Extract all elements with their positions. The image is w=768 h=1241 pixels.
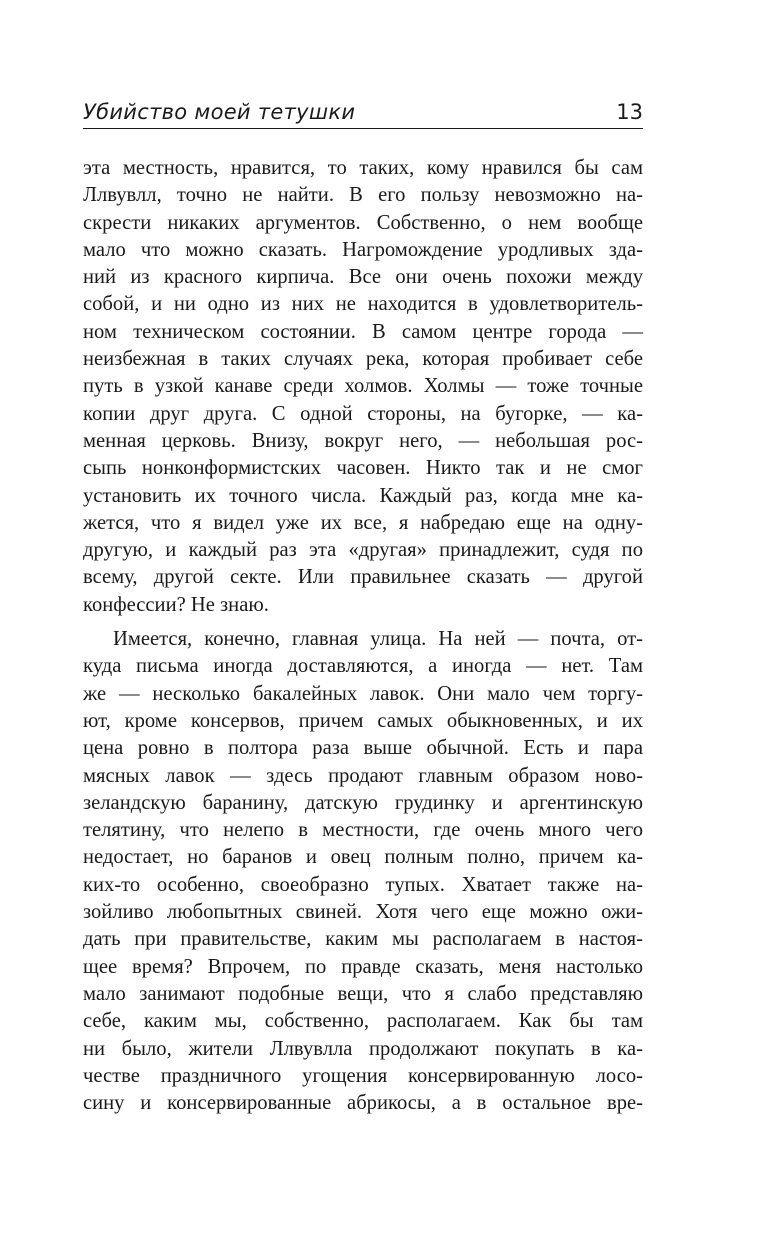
text-line: ких-то особенно, своеобразно тупых. Хватает также на- — [83, 873, 643, 896]
text-line: другую, и каждый раз эта «другая» принадлежит, судя по — [83, 539, 643, 562]
text-line: мало что можно сказать. Нагромождение уродливых зда- — [83, 238, 643, 261]
text-line: ют, кроме консервов, причем самых обыкновенных, и их — [83, 709, 643, 732]
paragraph-1 — [83, 155, 643, 619]
body-text — [83, 155, 643, 1117]
text-line: телятину, что нелепо в местности, где очень много чего — [83, 819, 643, 842]
text-line: всему, другой секте. Или правильнее сказать — другой — [83, 566, 643, 589]
paragraph-gap — [83, 619, 643, 626]
text-line: же — несколько бакалейных лавок. Они мало чем торгу- — [83, 682, 643, 705]
text-line: Ллвувлл, точно не найти. В его пользу невозможно на- — [83, 184, 643, 207]
text-line: скрести никаких аргументов. Собственно, о нем вообще — [83, 211, 643, 234]
text-line: эта местность, нравится, то таких, кому нравился бы сам — [83, 157, 643, 179]
page-number: 13 — [616, 100, 643, 124]
running-title: Убийство моей тетушки — [83, 100, 356, 124]
text-line: менная церковь. Внизу, вокруг него, — небольшая рос- — [83, 429, 643, 452]
text-line: копии друг друга. С одной стороны, на бугорке, — ка- — [83, 402, 643, 425]
text-line: цена ровно в полтора раза выше обычной. Есть и пара — [83, 737, 643, 760]
text-line: ний из красного кирпича. Все они очень похожи между — [83, 266, 643, 289]
text-line: щее время? Впрочем, по правде сказать, меня настолько — [83, 955, 643, 978]
text-line: мало занимают подобные вещи, что я слабо представляю — [83, 982, 643, 1005]
text-line: жется, что я видел уже их все, я набредаю еще на одну- — [83, 511, 643, 534]
text-line: недостает, но баранов и овец полным полно, причем ка- — [83, 846, 643, 869]
text-line: ни было, жители Ллвувлла продолжают покупать в ка- — [83, 1037, 643, 1060]
running-header — [83, 94, 643, 129]
text-line: установить их точного числа. Каждый раз, когда мне ка- — [83, 484, 643, 507]
text-line: Имеется, конечно, главная улица. На ней — почта, от- — [113, 628, 643, 651]
text-line: зойливо любопытных свиней. Хотя чего еще можно ожи- — [83, 901, 643, 924]
text-line: ном техническом состоянии. В самом центре города — — [83, 320, 643, 343]
text-line: сыпь нонконформистских часовен. Никто так и не смог — [83, 457, 643, 480]
text-line: конфессии? Не знаю. — [83, 593, 269, 616]
text-line: куда письма иногда доставляются, а иногда — нет. Там — [83, 655, 643, 678]
text-line: сину и консервированные абрикосы, а в остальное вре- — [83, 1092, 643, 1115]
text-line: зеландскую баранину, датскую грудинку и аргентинскую — [83, 791, 643, 814]
text-line: мясных лавок — здесь продают главным образом ново- — [83, 764, 643, 787]
text-line: собой, и ни одно из них не находится в удовлетворитель- — [83, 293, 643, 316]
text-line: себе, каким мы, собственно, располагаем. Как бы там — [83, 1010, 643, 1033]
text-line: путь в узкой канаве среди холмов. Холмы — тоже точные — [83, 375, 643, 398]
text-line: неизбежная в таких случаях река, которая пробивает себе — [83, 348, 643, 371]
paragraph-2 — [83, 626, 643, 1117]
text-line: дать при правительстве, каким мы располагаем в настоя- — [83, 928, 643, 951]
text-line: честве праздничного угощения консервированную лосо- — [83, 1064, 643, 1087]
